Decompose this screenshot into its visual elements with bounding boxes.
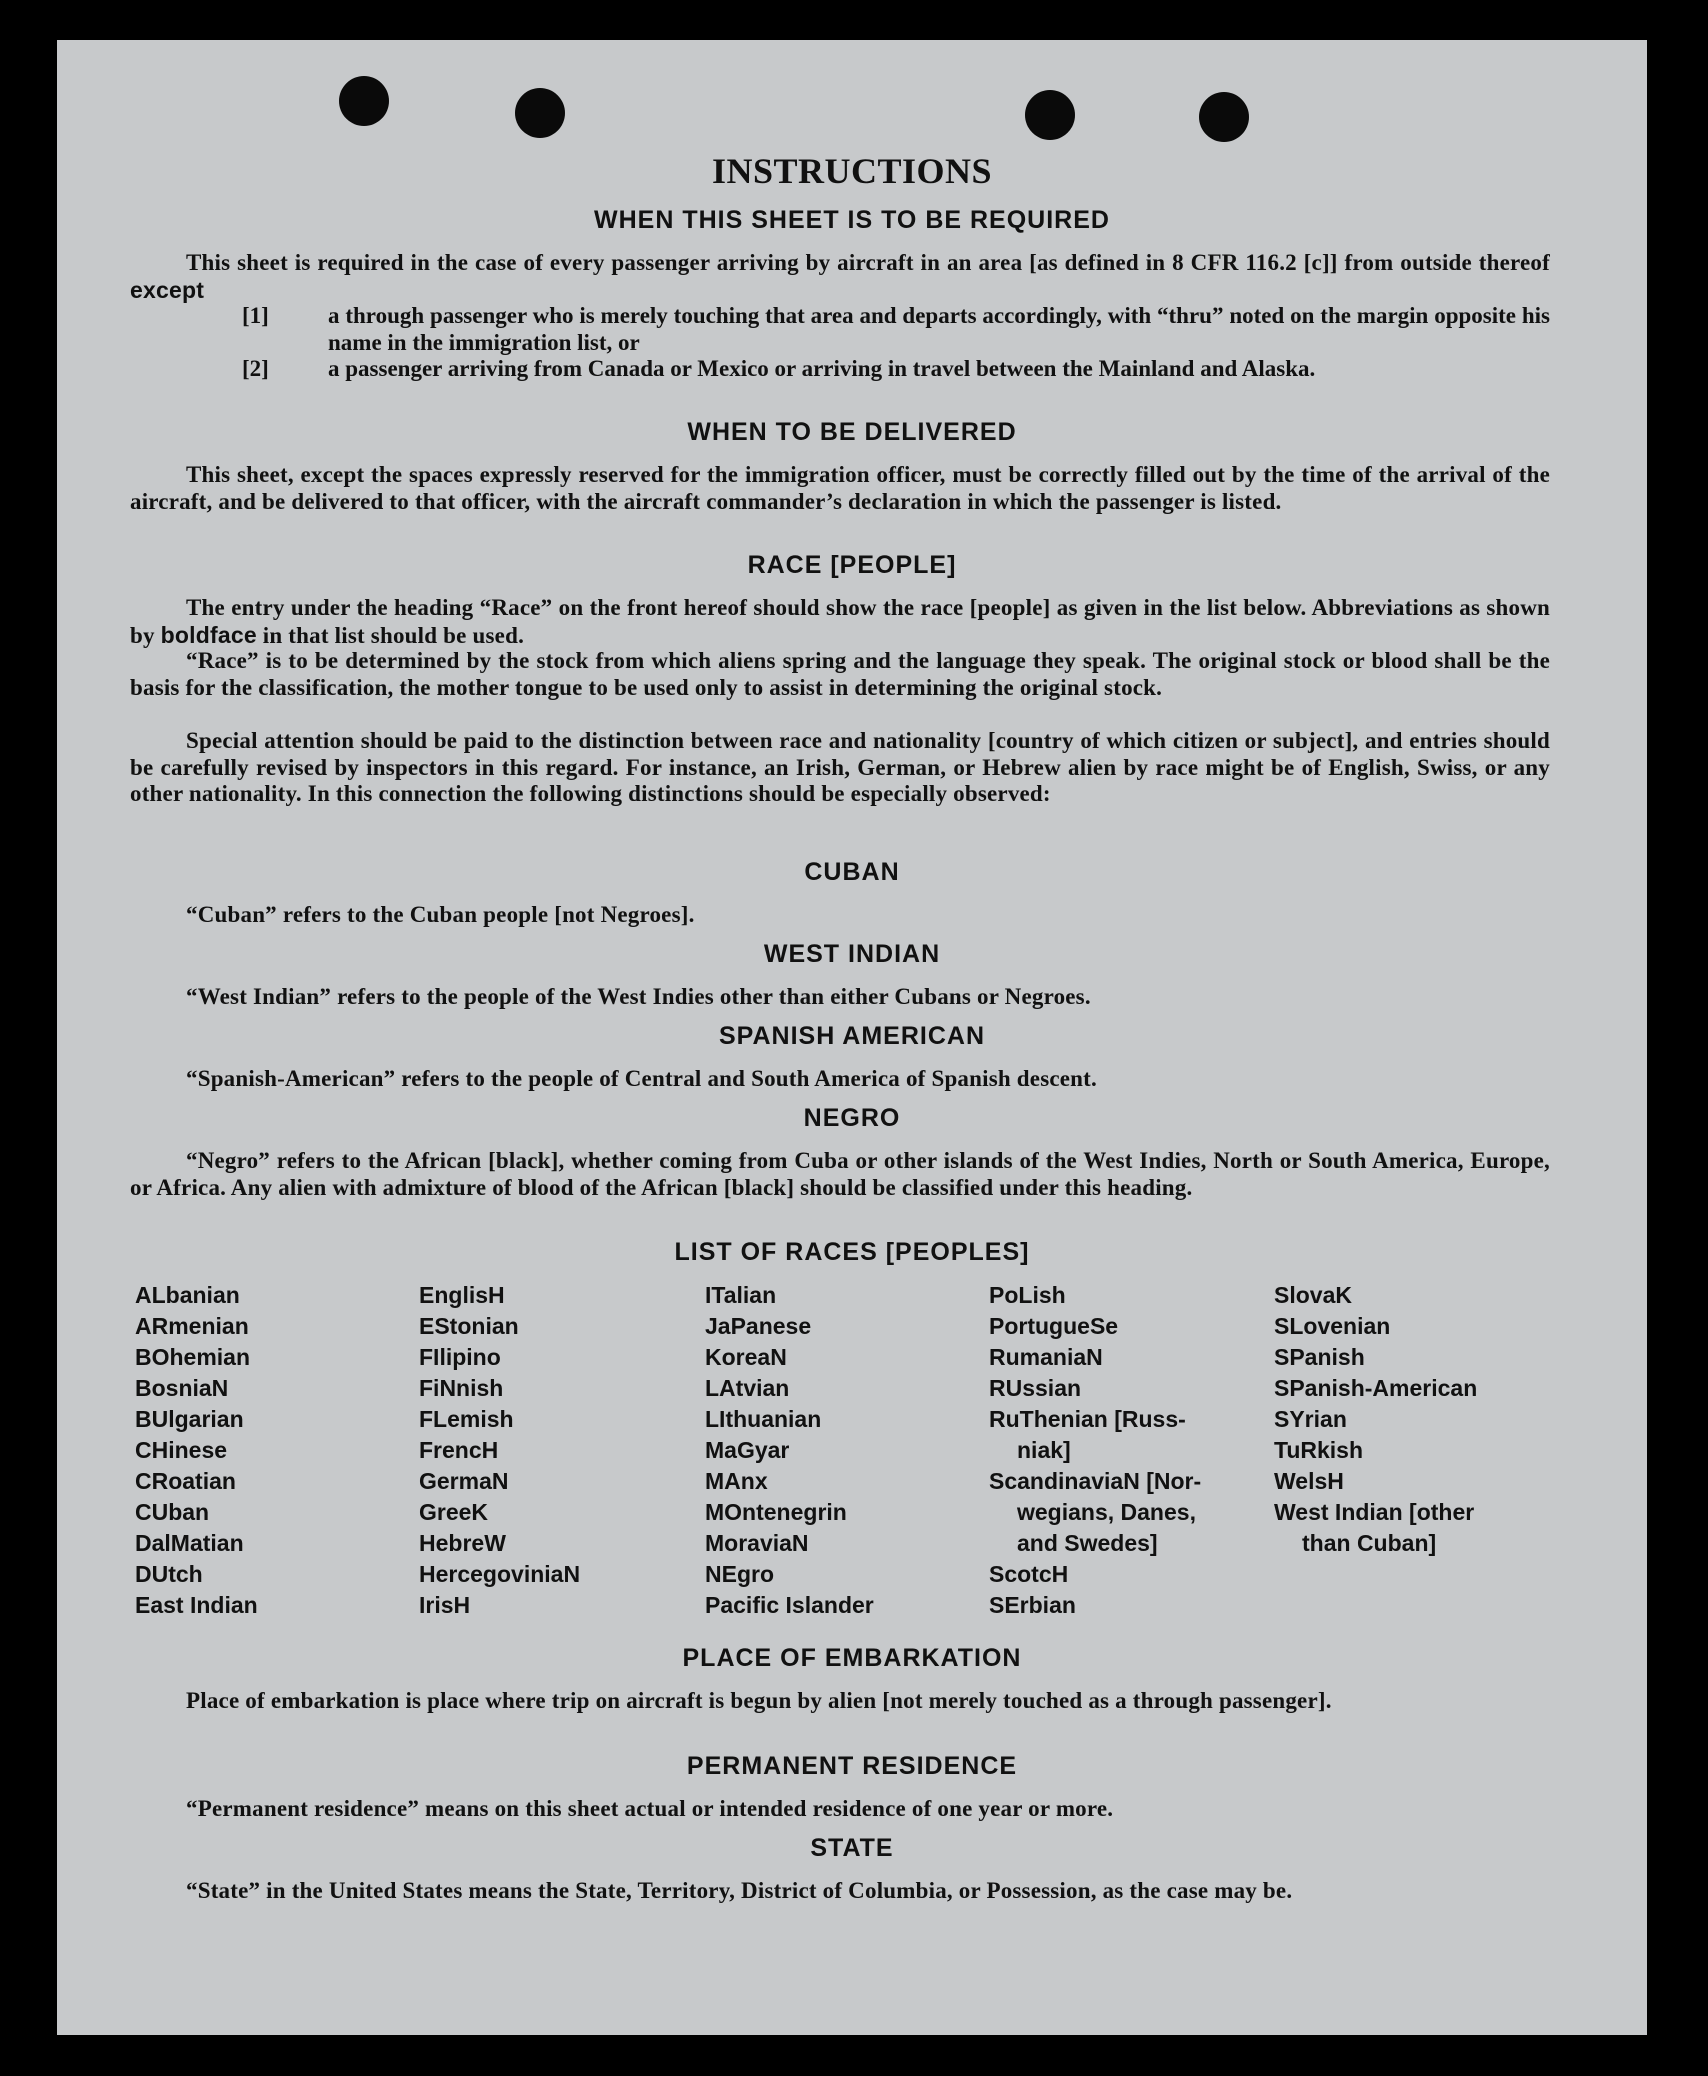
race-list-item: DalMatian: [135, 1530, 244, 1556]
state-text: “State” in the United States means the State, Territory, District of Columbia, or Possession, as the case may be.: [186, 1878, 1293, 1903]
cuban-text: “Cuban” refers to the Cuban people [not Negroes].: [186, 902, 695, 927]
page-title: INSTRUCTIONS: [711, 151, 993, 191]
race-list-item: ALbanian: [135, 1282, 240, 1308]
race-list-item: PoLish: [989, 1282, 1066, 1308]
race-list-item: BUlgarian: [135, 1406, 244, 1432]
race-list-item: SPanish-American: [1274, 1375, 1478, 1401]
race-list-item: FrencH: [419, 1437, 499, 1463]
heading-cuban: CUBAN: [804, 858, 900, 886]
race-list-item: FIlipino: [419, 1344, 501, 1370]
race-list-item: TuRkish: [1274, 1437, 1364, 1463]
heading-embarkation: PLACE OF EMBARKATION: [682, 1644, 1022, 1672]
heading-spanish-american: SPANISH AMERICAN: [718, 1022, 985, 1050]
race-list-item: IrisH: [419, 1592, 471, 1618]
race-list-item: ARmenian: [135, 1313, 249, 1339]
race-list-item: FiNnish: [419, 1375, 504, 1401]
race-list-item: EnglisH: [419, 1282, 505, 1308]
race-list-item: BOhemian: [135, 1344, 251, 1370]
race-column: [1274, 1280, 1564, 1559]
race-list-item: MoraviaN: [705, 1530, 809, 1556]
residence-text: “Permanent residence” means on this sheet actual or intended residence of one year or more.: [186, 1796, 1114, 1821]
race-list-item: HercegoviniaN: [419, 1561, 581, 1587]
race-list-item: RumaniaN: [989, 1344, 1103, 1370]
race-list-item: niak]: [1017, 1437, 1071, 1463]
heading-required: WHEN THIS SHEET IS TO BE REQUIRED: [594, 206, 1110, 234]
race-column: [705, 1280, 995, 1621]
race-list-item: ScandinaviaN [Nor-: [989, 1468, 1202, 1494]
race-list-item: PortugueSe: [989, 1313, 1119, 1339]
race-list-item: GreeK: [419, 1499, 489, 1525]
delivered-text: This sheet, except the spaces expressly reserved for the immigration officer, must be correctly filled out by the time of the arrival of the aircraft, and be delivered to that officer, with the aircraft commander’s declaration in which the passenger is listed.: [130, 462, 1550, 514]
race-list-item: West Indian [other: [1274, 1499, 1475, 1525]
race-list-item: SYrian: [1274, 1406, 1347, 1432]
race-list-item: RUssian: [989, 1375, 1082, 1401]
race-list-item: wegians, Danes,: [1017, 1499, 1196, 1525]
negro-text: “Negro” refers to the African [black], whether coming from Cuba or other islands of the West Indies, North or South America, Europe, or Africa. Any alien with admixture of blood of the African [black] should be classified under this heading.: [130, 1148, 1550, 1200]
race-list-item: LAtvian: [705, 1375, 790, 1401]
race-list-item: DUtch: [135, 1561, 203, 1587]
race-list-item: MaGyar: [705, 1437, 790, 1463]
required-item-1: [1] a through passenger who is merely touching that area and departs accordingly, with “thru” noted on the margin opposite his name in the immigration list, or: [242, 303, 1550, 355]
punch-hole: [339, 76, 389, 126]
race-column: [989, 1280, 1279, 1621]
race-list-item: CRoatian: [135, 1468, 236, 1494]
race-list-item: WelsH: [1274, 1468, 1344, 1494]
race-list-item: HebreW: [419, 1530, 506, 1556]
race-list-item: SPanish: [1274, 1344, 1365, 1370]
embarkation-text: Place of embarkation is place where trip on aircraft is begun by alien [not merely touched as a through passenger].: [186, 1688, 1332, 1713]
race-list-item: SErbian: [989, 1592, 1076, 1618]
required-text: This sheet is required in the case of every passenger arriving by aircraft in an area [as defined in 8 CFR 116.2 [c]] from outside thereof except: [130, 250, 1550, 303]
race-list-item: ScotcH: [989, 1561, 1069, 1587]
race-column: [135, 1280, 425, 1621]
heading-race: RACE [PEOPLE]: [747, 551, 957, 579]
race-list-item: KoreaN: [705, 1344, 787, 1370]
race-list-item: NEgro: [705, 1561, 774, 1587]
race-list-item: and Swedes]: [1017, 1530, 1158, 1556]
race-list-item: CHinese: [135, 1437, 228, 1463]
race-paragraph-2: “Race” is to be determined by the stock from which aliens spring and the language they speak. The original stock or blood shall be the basis for the classification, the mother tongue to be used only to assist in determining the original stock.: [130, 648, 1550, 700]
race-list-item: ITalian: [705, 1282, 777, 1308]
race-list-item: LIthuanian: [705, 1406, 822, 1432]
heading-state: STATE: [810, 1834, 894, 1862]
race-list-item: JaPanese: [705, 1313, 812, 1339]
race-list-item: SLovenian: [1274, 1313, 1391, 1339]
punch-hole: [1199, 92, 1249, 142]
heading-negro: NEGRO: [803, 1104, 901, 1132]
race-list-item: MOntenegrin: [705, 1499, 847, 1525]
heading-delivered: WHEN TO BE DELIVERED: [687, 418, 1017, 446]
heading-list-of-races: LIST OF RACES [PEOPLES]: [674, 1238, 1030, 1266]
punch-hole: [515, 88, 565, 138]
race-list-item: MAnx: [705, 1468, 768, 1494]
required-item-2: [2] a passenger arriving from Canada or Mexico or arriving in travel between the Mainland and Alaska.: [242, 356, 1316, 381]
race-list-item: than Cuban]: [1302, 1530, 1437, 1556]
spanish-american-text: “Spanish-American” refers to the people of Central and South America of Spanish descent.: [186, 1066, 1097, 1091]
race-list-item: SlovaK: [1274, 1282, 1352, 1308]
race-column: [419, 1280, 709, 1621]
race-list-item: EStonian: [419, 1313, 519, 1339]
document-sheet: [57, 40, 1647, 2035]
race-list-item: CUban: [135, 1499, 210, 1525]
race-list-item: Pacific Islander: [705, 1592, 874, 1618]
heading-west-indian: WEST INDIAN: [763, 940, 941, 968]
race-list-item: RuThenian [Russ-: [989, 1406, 1186, 1432]
race-list-item: FLemish: [419, 1406, 514, 1432]
heading-residence: PERMANENT RESIDENCE: [686, 1752, 1018, 1780]
west-indian-text: “West Indian” refers to the people of the West Indies other than either Cubans or Negroes.: [186, 984, 1091, 1009]
race-list-item: BosniaN: [135, 1375, 229, 1401]
race-paragraph-1: The entry under the heading “Race” on the front hereof should show the race [people] as given in the list below. Abbreviations as shown by boldface in that list should be used.: [130, 595, 1550, 648]
race-paragraph-3: Special attention should be paid to the distinction between race and nationality [country of which citizen or subject], and entries should be carefully revised by inspectors in this regard. For instance, an Irish, German, or Hebrew alien by race might be of English, Swiss, or any other nationality. In this connection the following distinctions should be especially observed:: [130, 728, 1550, 806]
race-list-item: GermaN: [419, 1468, 509, 1494]
race-list-item: East Indian: [135, 1592, 258, 1618]
punch-hole: [1025, 90, 1075, 140]
